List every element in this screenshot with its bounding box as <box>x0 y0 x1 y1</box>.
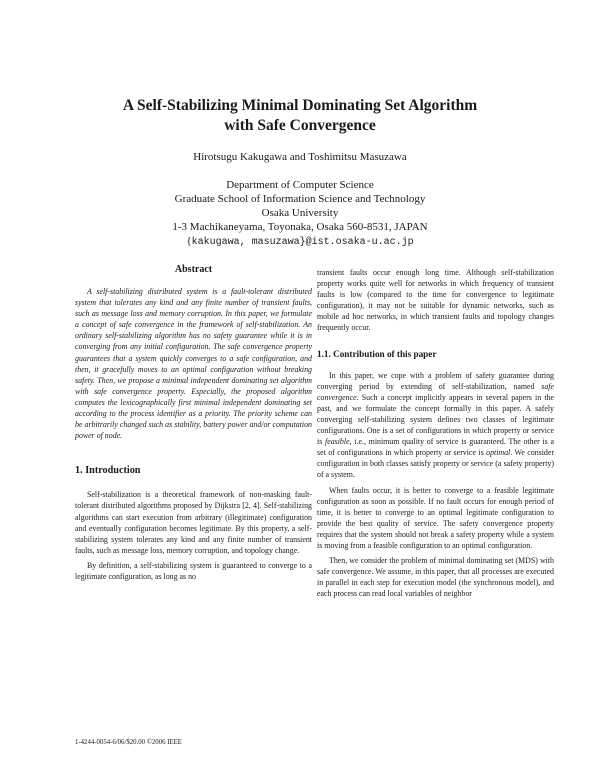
contribution-paragraph-3: Then, we consider the problem of minimal dominating set (MDS) with safe convergence. We assume, in this paper, that all processes are executed in parallel in each step for execution model (the synchronous model), and each process can read local variables of neighbor <box>317 556 554 599</box>
email <box>0 234 600 250</box>
email-domain: }@ist.osaka-u.ac.jp <box>299 237 414 248</box>
contribution-p1-part-d: . We consider configuration in both classes satisfy property or service (a safety property) of a system. <box>317 448 554 480</box>
affiliation <box>0 178 600 250</box>
term-safe-convergence: safe convergence <box>317 381 554 402</box>
abstract-heading: Abstract <box>174 264 213 275</box>
paper-title <box>0 96 600 136</box>
term-feasible: feasible <box>325 437 350 447</box>
intro-paragraph-1: Self-stabilization is a theoretical framework of non-masking fault-tolerant distributed algorithms proposed by Dijkstra [2, 4]. Self-stabilizing algorithms can start execution from arbitrary (illegitimate) configuration and eventually configuration becomes legitimate. By this property, a self-stabilizing system tolerates any kind and any finite number of transient faults, such as message loss, memory corruption, and topology change. <box>75 490 312 555</box>
term-optimal: optimal <box>486 448 511 458</box>
email-users: kakugawa, masuzawa <box>191 237 300 248</box>
left-column <box>75 264 312 586</box>
right-column <box>317 267 554 603</box>
intro-paragraph-2: By definition, a self-stabilizing system is guaranteed to converge to a legitimate configuration, as long as no <box>75 560 312 581</box>
intro-paragraph-3: transient faults occur enough long time. Although self-stabilization property works quite well for networks in which frequency of transient faults is low (compared to the time for convergence to legitimate configuration), it may not be suitable for dynamic networks, such as mobile ad hoc networks, in which transient faults and topology changes frequently occur. <box>317 268 554 333</box>
title-line-2: with Safe Convergence <box>224 117 376 134</box>
contribution-p1-part-a: In this paper, we cope with a problem of safety guarantee during converging period by extending of self-stabilization, named <box>317 370 554 391</box>
contribution-p1-part-b: . Such a concept implicitly appears in several papers in the past, and we formulate the concept formally in this paper. A safely converging self-stabilizing system defines two classes of legitimate configurations. One is a set of configurations in which property or service is <box>317 392 554 447</box>
contribution-paragraph-1 <box>317 370 554 481</box>
authors: Hirotsugu Kakugawa and Toshimitsu Masuzawa <box>193 151 407 163</box>
affiliation-address: 1-3 Machikaneyama, Toyonaka, Osaka 560-8531, JAPAN <box>172 221 428 233</box>
title-line-1: A Self-Stabilizing Minimal Dominating Set Algorithm <box>122 97 478 114</box>
contribution-heading: 1.1. Contribution of this paper <box>317 348 437 359</box>
contribution-paragraph-2: When faults occur, it is better to converge to a feasible legitimate configuration as soon as possible. If no fault occurs for enough period of time, it is better to converge to an optimal legitimate configuration to provide the best quality of service. The safety convergence property requires that the system should not break a safety property while a system is moving from a feasible configuration to an optimal configuration. <box>317 485 554 550</box>
copyright-footer: 1-4244-0054-6/06/$20.00 ©2006 IEEE <box>75 739 182 746</box>
email-open-brace: { <box>186 235 192 247</box>
affiliation-school: Graduate School of Information Science and Technology <box>174 193 426 205</box>
introduction-heading: 1. Introduction <box>75 465 141 477</box>
affiliation-department: Department of Computer Science <box>226 179 374 191</box>
contribution-p1-part-c: , i.e., minimum quality of service is guaranteed. The other is a set of configurations in which property or service is <box>317 437 554 458</box>
affiliation-university: Osaka University <box>261 207 339 219</box>
abstract-text: A self-stabilizing distributed system is a fault-tolerant distributed system that tolerates any kind and any finite number of transient faults, such as message loss and memory corruption. In this paper, we formulate a concept of safe convergence in the framework of self-stabilization. An ordinary self-stabilizing algorithm has no safety guarantee while it is in converging from any initial configuration. The safe convergence property guarantees that a system quickly converges to a safe configuration, and then, it gracefully moves to an optimal configuration without breaking safety. Then, we propose a minimal independent dominating set algorithm with safe convergence property. Especially, the proposed algorithm computes the lexicographically first minimal independent dominating set according to the process identifier as a priority. The priority scheme can be arbitrarily changed such as stability, battery power and/or computation power of node. <box>75 287 312 441</box>
